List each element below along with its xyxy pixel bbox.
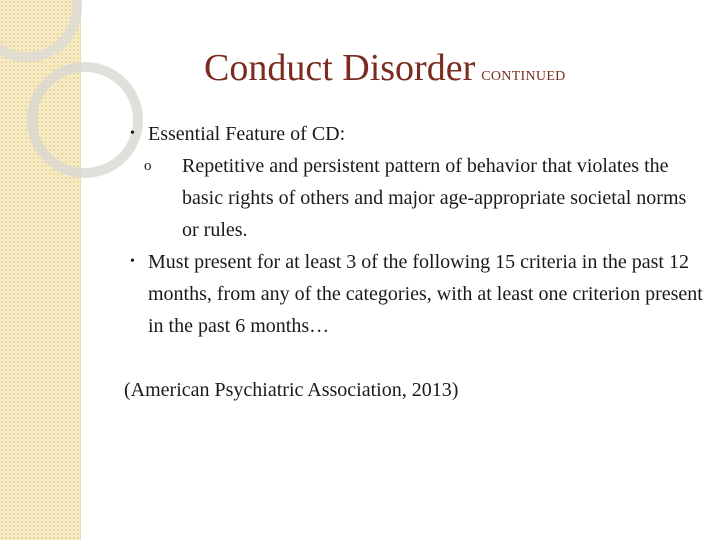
bullet-text: Must present for at least 3 of the following 15 criteria in the past 12 months, from any of the categories, with at least one criterion present in the past 6 months… <box>148 251 703 337</box>
bullet-marker: • <box>130 254 135 269</box>
bullet-item <box>124 118 704 150</box>
title-text: Conduct Disorder <box>204 47 476 89</box>
sub-bullet-marker: o <box>144 158 152 174</box>
bullet-item <box>124 246 704 342</box>
decorative-ring-middle <box>32 67 138 173</box>
sub-bullet-text: Repetitive and persistent pattern of behavior that violates the basic rights of others and major age-appropriate societal norms or rules. <box>182 155 687 241</box>
citation: (American Psychiatric Association, 2013) <box>124 379 459 401</box>
bullet-marker: • <box>130 126 135 141</box>
title-suffix: CONTINUED <box>481 69 566 84</box>
bullet-text: Essential Feature of CD: <box>148 123 346 145</box>
slide-body <box>124 118 704 406</box>
slide-title <box>204 44 704 101</box>
decorative-ring-top <box>0 0 77 57</box>
sub-bullet-item <box>124 150 704 246</box>
